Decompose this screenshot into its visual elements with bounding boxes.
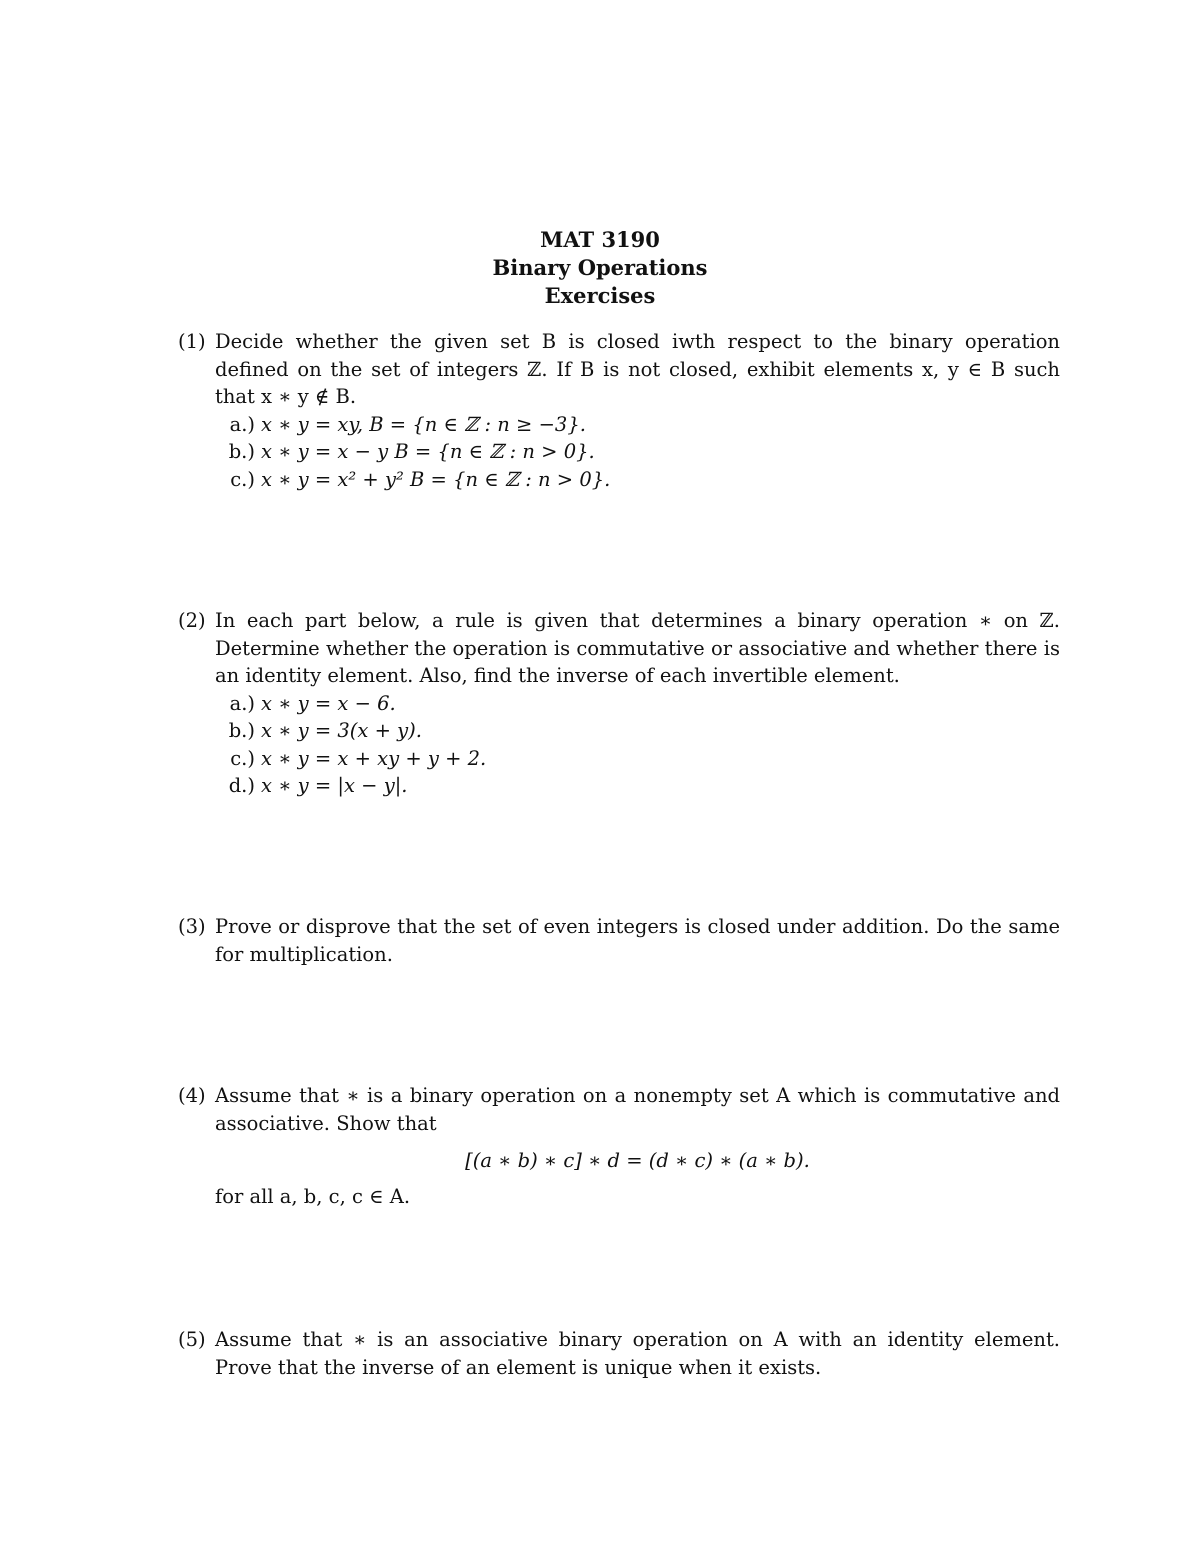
problem-part xyxy=(215,411,1060,439)
problem-part xyxy=(215,690,1060,718)
part-label: a.) xyxy=(229,691,255,715)
part-label: c.) xyxy=(230,746,255,770)
part-expression: x ∗ y = x + xy + y + 2. xyxy=(261,746,487,770)
problem-text: Assume that ∗ is an associative binary operation on A with an identity element. Prove that the inverse of an element is unique when it exists. xyxy=(215,1328,1060,1379)
part-expression: x ∗ y = x − y B = {n ∈ ℤ : n > 0}. xyxy=(261,440,595,463)
topic-title: Binary Operations xyxy=(492,255,708,280)
problem-1 xyxy=(178,328,1060,493)
part-expression: x ∗ y = 3(x + y). xyxy=(261,719,422,742)
problem-part xyxy=(215,745,1060,773)
part-label: b.) xyxy=(228,719,255,742)
part-label: a.) xyxy=(229,412,255,436)
problem-4 xyxy=(178,1082,1060,1210)
problem-number: (1) xyxy=(178,330,206,353)
part-expression: x ∗ y = x² + y² B = {n ∈ ℤ : n > 0}. xyxy=(261,467,611,491)
problem-2 xyxy=(178,607,1060,800)
problem-text: Decide whether the given set B is closed iwth respect to the binary operation defined on the set of integers ℤ. If B is not closed, exhibit elements x, y ∈ B such that x ∗ y ∉ B. xyxy=(215,330,1060,408)
problem-number: (4) xyxy=(178,1084,206,1107)
part-expression: x ∗ y = x − 6. xyxy=(261,691,396,715)
problem-part xyxy=(215,772,1060,800)
display-equation: [(a ∗ b) ∗ c] ∗ d = (d ∗ c) ∗ (a ∗ b). xyxy=(465,1149,810,1172)
part-label: c.) xyxy=(230,467,255,491)
part-label: b.) xyxy=(228,440,255,463)
problem-part xyxy=(215,717,1060,745)
problem-number: (2) xyxy=(178,609,206,632)
exercises-subtitle: Exercises xyxy=(544,283,656,308)
problem-text: In each part below, a rule is given that determines a binary operation ∗ on ℤ. Determine whether the operation is commutative or associative and whether there is an identity element. Also, find the inverse of each invertible element. xyxy=(215,609,1060,687)
problem-text: Prove or disprove that the set of even integers is closed under addition. Do the same for multiplication. xyxy=(215,915,1060,966)
part-expression: x ∗ y = |x − y|. xyxy=(261,774,408,797)
problem-text: Assume that ∗ is a binary operation on a nonempty set A which is commutative and associative. Show that xyxy=(215,1084,1060,1135)
part-expression: x ∗ y = xy, B = {n ∈ ℤ : n ≥ −3}. xyxy=(261,412,586,436)
problem-part xyxy=(215,438,1060,466)
course-title: MAT 3190 xyxy=(540,227,660,252)
problem-number: (3) xyxy=(178,915,206,938)
problem-3 xyxy=(178,913,1060,968)
problem-part xyxy=(215,466,1060,494)
problem-number: (5) xyxy=(178,1328,206,1351)
title-block xyxy=(0,226,1200,310)
problem-closing-text: for all a, b, c, c ∈ A. xyxy=(215,1184,411,1208)
part-label: d.) xyxy=(228,774,255,797)
problem-5 xyxy=(178,1326,1060,1381)
